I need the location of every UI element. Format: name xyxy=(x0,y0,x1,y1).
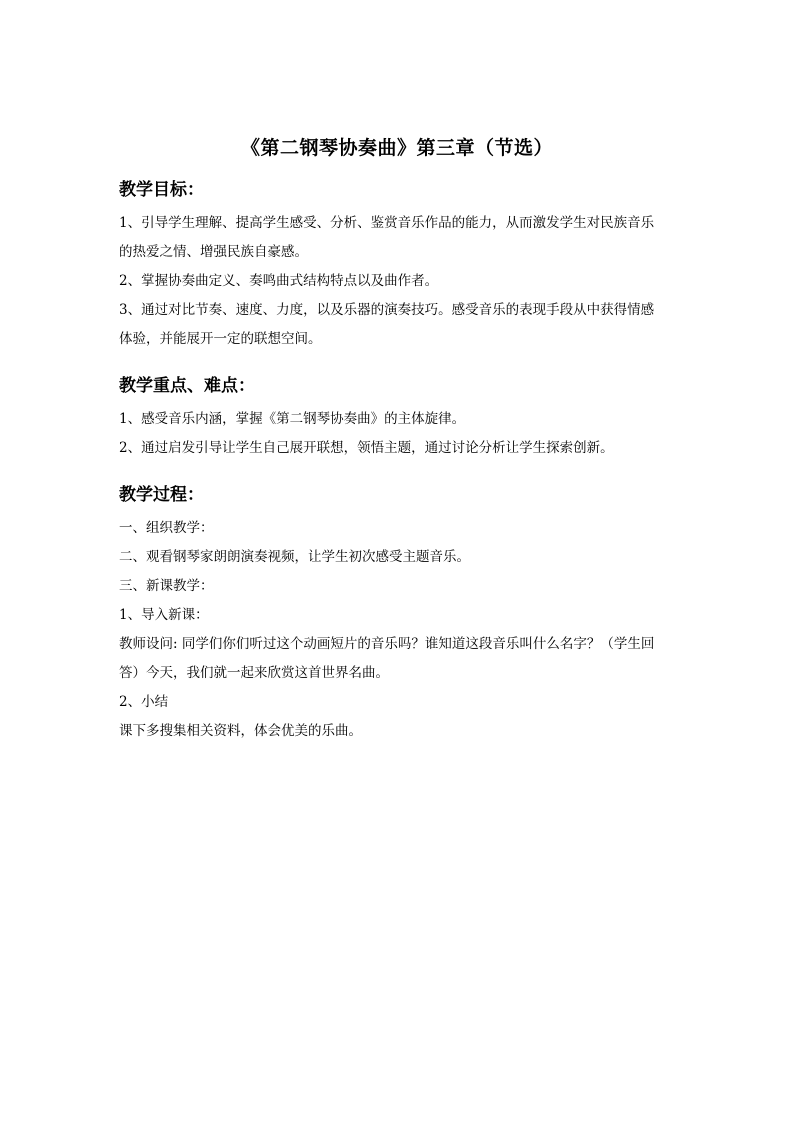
section-teaching-goals xyxy=(119,177,679,354)
document-title: 《第二钢琴协奏曲》第三章（节选） xyxy=(240,137,553,159)
goals-line-2: 的热爱之情、增强民族自豪感。 xyxy=(119,244,308,260)
goals-line-3: 2、掌握协奏曲定义、奏鸣曲式结构特点以及曲作者。 xyxy=(119,273,439,289)
section-teaching-process xyxy=(119,482,679,746)
process-line-6: 答）今天，我们就一起来欣赏这首世界名曲。 xyxy=(119,665,389,681)
section-heading-keypoints: 教学重点、难点： xyxy=(119,376,255,396)
process-line-3: 三、新课教学： xyxy=(119,578,214,594)
goals-line-4: 3、通过对比节奏、速度、力度，以及乐器的演奏技巧。感受音乐的表现手段从中获得情感 xyxy=(119,302,655,318)
keypoints-line-1: 1、感受音乐内涵，掌握《第二钢琴协奏曲》的主体旋律。 xyxy=(119,411,466,427)
process-line-1: 一、组织教学： xyxy=(119,520,214,536)
process-line-4: 1、导入新课： xyxy=(119,607,209,623)
process-line-2: 二、观看钢琴家朗朗演奏视频，让学生初次感受主题音乐。 xyxy=(119,549,470,565)
section-heading-goals: 教学目标： xyxy=(119,180,204,200)
goals-line-1: 1、引导学生理解、提高学生感受、分析、鉴赏音乐作品的能力，从而激发学生对民族音乐 xyxy=(119,215,655,231)
process-line-7: 2、小结 xyxy=(119,694,169,710)
section-key-points xyxy=(119,373,679,463)
section-heading-process: 教学过程： xyxy=(119,485,204,505)
goals-line-5: 体验，并能展开一定的联想空间。 xyxy=(119,331,322,347)
process-line-8: 课下多搜集相关资料，体会优美的乐曲。 xyxy=(119,723,362,739)
process-line-5: 教师设问: 同学们你们听过这个动画短片的音乐吗？谁知道这段音乐叫什么名字？（学生回 xyxy=(119,636,655,652)
keypoints-line-2: 2、通过启发引导让学生自己展开联想，领悟主题，通过讨论分析让学生探索创新。 xyxy=(119,440,614,456)
